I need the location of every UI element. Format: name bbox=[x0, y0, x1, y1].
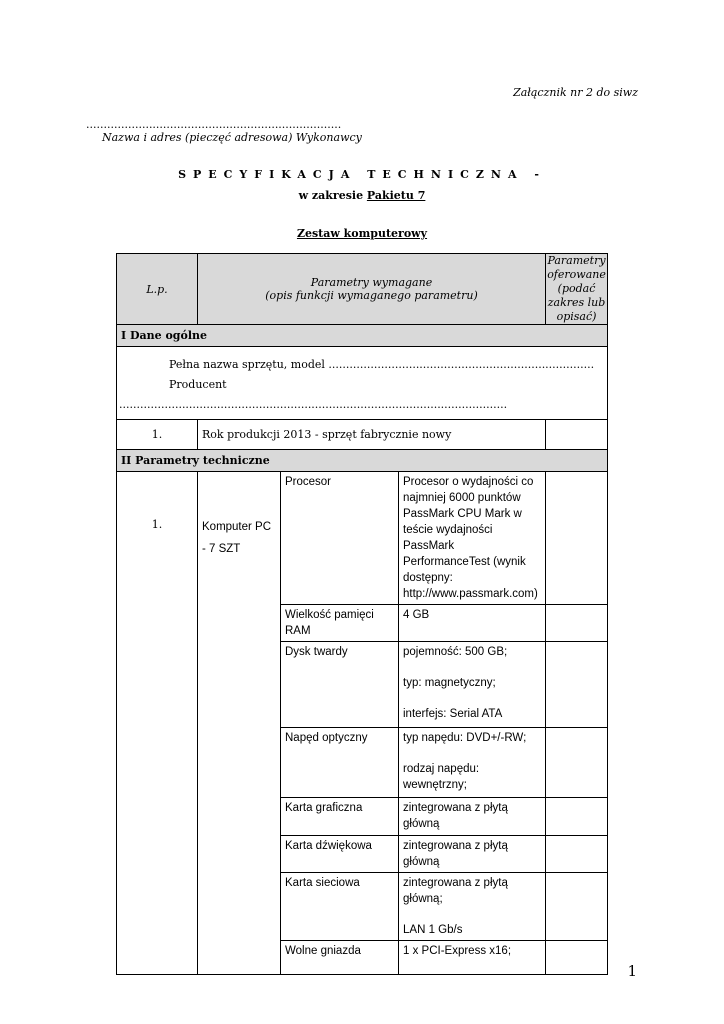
section-row-general bbox=[117, 325, 608, 347]
param-offered bbox=[546, 605, 608, 642]
param-name: Wielkość pamięci RAM bbox=[281, 605, 399, 642]
pc-device-name: Komputer PC bbox=[202, 521, 272, 533]
param-name: Karta sieciowa bbox=[281, 873, 399, 941]
param-offered bbox=[546, 798, 608, 836]
param-value bbox=[399, 472, 546, 605]
header-offered: Parametry oferowane (podać zakres lub opisać) bbox=[547, 254, 606, 323]
header-required-line1: Parametry wymagane bbox=[310, 276, 433, 289]
contractor-dots: ......................................................................... bbox=[86, 118, 342, 131]
param-value bbox=[399, 873, 546, 941]
param-value-line: zintegrowana z płytą główną bbox=[403, 840, 508, 868]
param-offered bbox=[546, 836, 608, 873]
param-value bbox=[399, 642, 546, 728]
section-title-general: I Dane ogólne bbox=[117, 325, 608, 347]
year-row-text: Rok produkcji 2013 - sprzęt fabrycznie nowy bbox=[198, 420, 546, 450]
header-required-line2: (opis funkcji wymaganego parametru) bbox=[265, 289, 478, 302]
param-value-line: rodzaj napędu: wewnętrzny; bbox=[403, 763, 480, 791]
param-value-line: 4 GB bbox=[403, 609, 430, 621]
param-offered bbox=[546, 873, 608, 941]
param-name: Procesor bbox=[281, 472, 399, 605]
header-lp: L.p. bbox=[117, 254, 198, 325]
contractor-label: Nazwa i adres (pieczęć adresowa) Wykonawcy bbox=[102, 131, 362, 144]
scope-package: Pakietu 7 bbox=[366, 189, 426, 202]
param-value bbox=[399, 605, 546, 642]
spec-table bbox=[116, 253, 608, 975]
param-name: Karta dźwiękowa bbox=[281, 836, 399, 873]
param-value bbox=[399, 941, 546, 975]
param-value-line: interfejs: Serial ATA bbox=[403, 708, 503, 720]
year-row bbox=[117, 420, 608, 450]
param-offered bbox=[546, 472, 608, 605]
pc-device-quantity: - 7 SZT bbox=[202, 543, 241, 555]
param-offered bbox=[546, 642, 608, 728]
header-row bbox=[117, 254, 608, 325]
full-name-line: Pełna nazwa sprzętu, model ............................................................................ bbox=[169, 358, 595, 371]
scope-line bbox=[0, 189, 724, 202]
param-value bbox=[399, 798, 546, 836]
producer-label: Producent bbox=[169, 378, 227, 391]
param-value bbox=[399, 728, 546, 798]
annex-label: Załącznik nr 2 do siwz bbox=[513, 86, 638, 99]
section-title-technical: II Parametry techniczne bbox=[117, 450, 608, 472]
param-value-line: LAN 1 Gb/s bbox=[403, 924, 463, 936]
param-name: Karta graficzna bbox=[281, 798, 399, 836]
header-required bbox=[198, 254, 546, 325]
year-row-number: 1. bbox=[117, 420, 198, 450]
param-value-line: zintegrowana z płytą główną bbox=[403, 802, 508, 830]
param-value-line: typ: magnetyczny; bbox=[403, 677, 496, 689]
producer-dots: ............................................................................................................... bbox=[119, 398, 508, 411]
param-name: Dysk twardy bbox=[281, 642, 399, 728]
set-name: Zestaw komputerowy bbox=[296, 227, 428, 240]
param-name: Napęd optyczny bbox=[281, 728, 399, 798]
param-value-line: Procesor o wydajności co najmniej 6000 punktów PassMark CPU Mark w teście wydajności PassMark PerformanceTest (wynik dostępny: http://www.passmark.com) bbox=[403, 476, 538, 600]
document-title: SPECYFIKACJA TECHNICZNA - bbox=[178, 168, 546, 181]
general-info-row bbox=[117, 347, 608, 420]
page-number: 1 bbox=[627, 962, 637, 980]
scope-prefix: w zakresie bbox=[298, 189, 367, 202]
param-value-line: typ napędu: DVD+/-RW; bbox=[403, 732, 527, 744]
param-value-line: 1 x PCI-Express x16; bbox=[403, 945, 512, 957]
year-row-offered bbox=[546, 420, 608, 450]
pc-row-number: 1. bbox=[117, 472, 198, 975]
param-row bbox=[117, 472, 608, 605]
param-name: Wolne gniazda bbox=[281, 941, 399, 975]
param-value-line: zintegrowana z płytą główną; bbox=[403, 877, 508, 905]
general-info-cell bbox=[117, 347, 608, 420]
param-offered bbox=[546, 941, 608, 975]
param-value-line: pojemność: 500 GB; bbox=[403, 646, 508, 658]
pc-device-cell bbox=[198, 472, 281, 975]
param-offered bbox=[546, 728, 608, 798]
param-value bbox=[399, 836, 546, 873]
section-row-technical bbox=[117, 450, 608, 472]
